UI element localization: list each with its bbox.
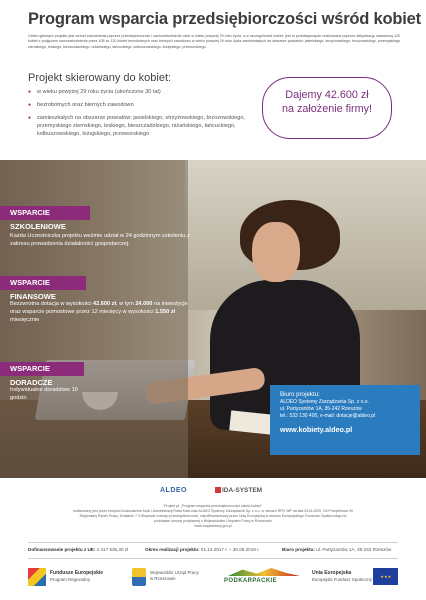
- financial-text-a: Bezzwrotna dotacja w wysokości: [10, 301, 94, 307]
- financial-amount: 42.600 zł: [93, 301, 117, 307]
- training-support-tag: WSPARCIE SZKOLENIOWE: [0, 206, 90, 220]
- info-divider-top: [28, 542, 398, 543]
- period-label: Okres realizacji projektu:: [145, 547, 200, 552]
- financial-support-text: [10, 300, 190, 324]
- wup-logo-text: [150, 570, 199, 581]
- financial-support-tag: WSPARCIE FINANSOWE: [0, 276, 86, 290]
- office-box: [270, 385, 420, 455]
- fine-print-line1: Projekt pt. „Program wsparcia przedsiębiorczości wśród kobiet": [164, 504, 262, 508]
- funding-logos: [28, 566, 398, 594]
- financial-monthly: 1.550 zł: [155, 309, 176, 315]
- funding-value: 4 417 635,30 zł: [96, 547, 129, 552]
- funding-info: [28, 547, 128, 552]
- info-divider-bottom: [28, 558, 398, 559]
- office-address: ul. Partyzantów 1A, 35-242 Rzeszów: [280, 406, 362, 412]
- office-info: [282, 547, 391, 552]
- target-list: [28, 88, 258, 143]
- target-heading: Projekt skierowany do kobiet:: [28, 72, 172, 84]
- wup-line1: Wojewódzki Urząd Pracy: [150, 570, 199, 575]
- office-info-value: ul. Partyzantów 1A, 35-242 Rzeszów: [316, 547, 392, 552]
- office-contact: tel.: 533 130 400, e-mail: dotacje@aldeo.pl: [280, 413, 376, 419]
- wup-crest-icon: [132, 568, 146, 586]
- financial-text-b: , w tym: [116, 301, 136, 307]
- photo-woman-face: [252, 222, 300, 282]
- financial-text-d: miesięcznie: [10, 317, 40, 323]
- training-support-text: Każda Uczestniczka projektu weźmie udział w 24 godzinnym szkoleniu z zakresu prowadzenia działalności gospodarczej.: [10, 233, 190, 247]
- office-company: ALDEO Systemy Zarządzania Sp. z o.o.: [280, 399, 369, 405]
- target-item-districts: ● zamieszkałych na obszarze powiatów: jasielskiego, strzyżowskiego, brzozowskiego, przemyskiego ziemskiego, leskiego, bieszczadzkiego, niżańskiego, łańcuckiego, kolbuszowskiego, leżajskiego, przeworskiego: [28, 114, 258, 138]
- fine-print-line4: podstawie umowy podpisanej z Wojewódzkim Urzędem Pracy w Rzeszowie: [154, 519, 272, 523]
- fundusze-europejskie-icon: [28, 568, 46, 586]
- financial-invest: 24.000: [135, 301, 153, 307]
- wup-line2: w Rzeszowie: [150, 575, 176, 581]
- fine-print-link[interactable]: www.mapadotacji.gov.pl: [194, 524, 232, 528]
- fine-print: [36, 504, 390, 529]
- target-item-status: ● bezrobotnych oraz biernych zawodowo: [28, 101, 258, 109]
- fundusze-title: Fundusze Europejskie: [50, 570, 104, 576]
- target-item-age: ● w wieku powyżej 29 roku życia (ukończone 30 lat): [28, 88, 258, 96]
- grant-badge-amount: Dajemy 42.600 zł: [285, 89, 369, 101]
- fine-print-line2: realizowany jest przez Instytut Doskonalenia Kadr i Administracji Rafał Kata oraz ALDEO Systemy Zarządzania Sp. z o.o. w ramach RPO WP na lata 2014-2020, Oś Priorytetowa VII: [72, 509, 354, 513]
- podkarpackie-mountains-icon: [228, 568, 300, 576]
- advisory-support-tag: WSPARCIE DORADCZE: [0, 362, 84, 376]
- funding-label: Dofinansowanie projektu z UE:: [28, 547, 96, 552]
- ida-mark-icon: [215, 487, 221, 493]
- grant-badge: [262, 77, 392, 139]
- period-value: 01.12.2017 r. – 30.06.2019 r.: [200, 547, 260, 552]
- eu-subtitle: Europejski Fundusz Społeczny: [312, 576, 373, 582]
- ida-system-label: IDA-SYSTEM: [222, 487, 263, 494]
- partner-logos: [160, 487, 270, 499]
- office-website-link[interactable]: www.kobiety.aldeo.pl: [280, 425, 353, 434]
- aldeo-logo: ALDEO: [160, 487, 187, 494]
- financial-text-c: na inwestycje oraz wsparcie pomostowe przez 12 miesięcy w wysokości: [10, 301, 188, 315]
- fine-print-line3: Regionalny Rynek Pracy, Działanie 7.3 Wsparcie rozwoju przedsiębiorczości, współfinansowany przez Unię Europejską w ramach Europejskiego Funduszu Społecznego na: [79, 514, 347, 518]
- podkarpackie-logo: PODKARPACKIE: [224, 578, 278, 584]
- eu-title: Unia Europejska: [312, 570, 352, 576]
- grant-badge-purpose: na założenie firmy!: [281, 103, 372, 115]
- fundusze-logo-text: [50, 570, 103, 582]
- fundusze-subtitle: Program Regionalny: [50, 576, 91, 582]
- eu-flag-icon: ★ ★ ★: [373, 568, 398, 585]
- office-title: Biuro projektu:: [280, 391, 320, 398]
- ida-system-logo: [215, 487, 262, 494]
- eu-logo-text: [312, 570, 372, 582]
- office-info-label: Biuro projektu:: [282, 547, 315, 552]
- advisory-support-text: Indywidualne doradztwo 10 godzin: [10, 387, 78, 401]
- page-title: Program wsparcia przedsiębiorczości wśród kobiet: [28, 10, 421, 28]
- period-info: [145, 547, 260, 552]
- intro-paragraph: Celem głównym projektu jest wzrost zatrudnienia poprzez przedsiębiorczość i samozatrudnienie osób w wieku powyżej 29 roku życia, a w szczególności kobiet; jest to przedsięwzięcie realizowane poprzez aktywizację zawodową 120 kobiet z podjęciem samozatrudnienia przez 108 ze 120 kobiet bezrobotnych oraz biernych zawodowo w wieku powyżej 29 roku życia zamieszkałych na obszarze powiatów: jasielskiego, strzyżowskiego, brzozowskiego, przemyskiego ziemskiego, leskiego, bieszczadzkiego, niżańskiego, łańcuckiego, kolbuszowskiego, leżajskiego, przeworskiego.: [28, 34, 400, 49]
